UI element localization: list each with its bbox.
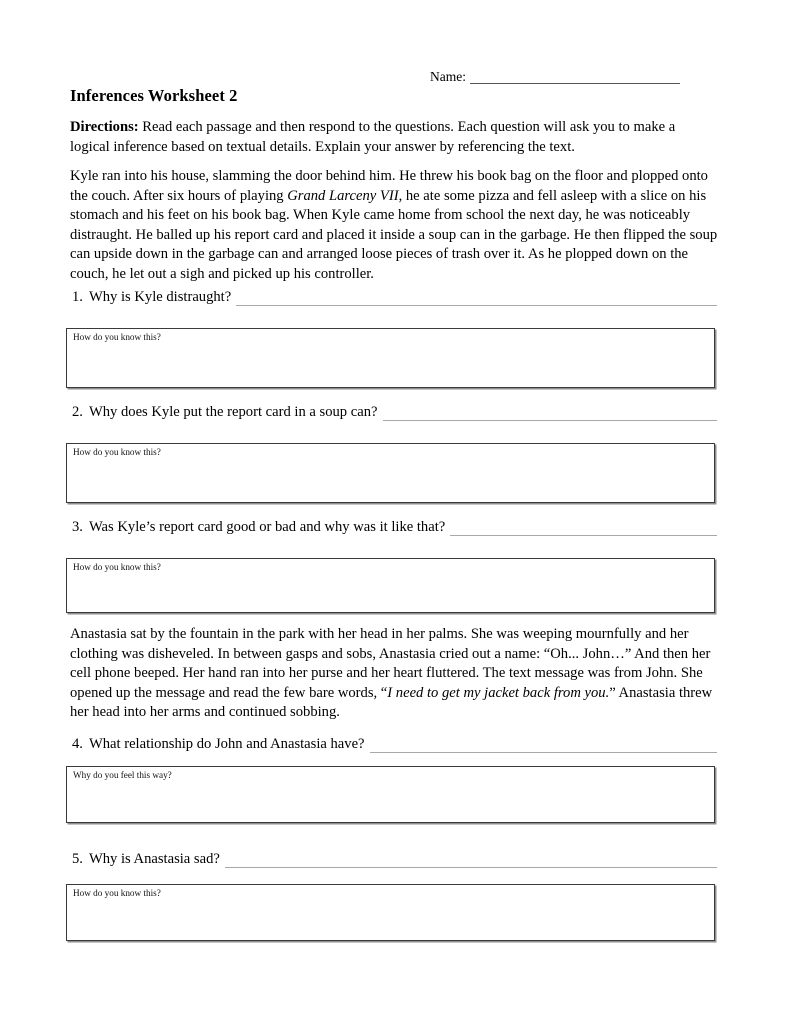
directions-paragraph: [70, 118, 718, 157]
question-1-number: 1.: [72, 289, 83, 305]
name-write-line[interactable]: [470, 71, 680, 84]
question-5: [72, 850, 717, 868]
answer-box-4[interactable]: [66, 766, 715, 823]
passage-1-title-italic: Grand Larceny VII: [287, 187, 399, 204]
question-3-number: 3.: [72, 519, 83, 535]
answer-box-1-label: How do you know this?: [73, 332, 161, 342]
passage-2-part2: ” Anastasia threw her head into her arms and continued sobbing.: [70, 684, 713, 721]
answer-box-2[interactable]: [66, 443, 715, 503]
question-1-answer-line[interactable]: [236, 292, 717, 306]
passage-2: [70, 625, 720, 723]
name-field[interactable]: [430, 70, 680, 84]
directions-label: Directions:: [70, 119, 139, 135]
question-3: [72, 518, 717, 536]
question-2-answer-line[interactable]: [383, 407, 718, 421]
question-5-answer-line[interactable]: [225, 854, 717, 868]
answer-box-3-label: How do you know this?: [73, 562, 161, 572]
answer-box-5-label: How do you know this?: [73, 888, 161, 898]
question-1-text: Why is Kyle distraught?: [88, 289, 232, 305]
passage-1: [70, 167, 720, 285]
question-5-number: 5.: [72, 851, 83, 867]
question-4-text: What relationship do John and Anastasia have?: [88, 736, 365, 752]
answer-box-1[interactable]: [66, 328, 715, 388]
answer-box-4-label: Why do you feel this way?: [73, 770, 172, 780]
question-3-text: Was Kyle’s report card good or bad and why was it like that?: [88, 519, 446, 535]
directions-text: Read each passage and then respond to the questions. Each question will ask you to make a logical inference based on textual details. Explain your answer by referencing the text.: [70, 119, 676, 155]
question-1: [72, 288, 717, 306]
question-4-answer-line[interactable]: [370, 739, 717, 753]
question-4-number: 4.: [72, 736, 83, 752]
question-2-number: 2.: [72, 404, 83, 420]
answer-box-3[interactable]: [66, 558, 715, 613]
question-3-answer-line[interactable]: [450, 522, 717, 536]
question-2: [72, 403, 717, 421]
passage-1-part2: , he ate some pizza and fell asleep with a slice on his stomach and his feet on his book bag. When Kyle came home from school the next day, he was noticeably distraught. He balled up his report card and placed it inside a soup can in the garbage. He then flipped the soup can upside down in the garbage can and arranged loose pieces of trash over it. As he plopped down on the couch, he let out a sigh and picked up his controller.: [70, 187, 718, 282]
question-2-text: Why does Kyle put the report card in a soup can?: [88, 404, 378, 420]
name-label: Name:: [430, 69, 466, 84]
question-5-text: Why is Anastasia sad?: [88, 851, 220, 867]
answer-box-2-label: How do you know this?: [73, 447, 161, 457]
passage-2-quote-italic: I need to get my jacket back from you.: [387, 684, 610, 701]
passage-1-part1: Kyle ran into his house, slamming the door behind him. He threw his book bag on the floor and plopped onto the couch. After six hours of playing: [70, 168, 708, 204]
question-4: [72, 735, 717, 753]
answer-box-5[interactable]: [66, 884, 715, 941]
passage-2-part1: Anastasia sat by the fountain in the park with her head in her palms. She was weeping mournfully and her clothing was disheveled. In between gasps and sobs, Anastasia cried out a name: “Oh... John…” And then her cell phone beeped. Her hand ran into her purse and her heart fluttered. The text message was from John. She opened up the message and read the few bare words, “: [70, 626, 711, 701]
page-title: Inferences Worksheet 2: [70, 86, 238, 105]
